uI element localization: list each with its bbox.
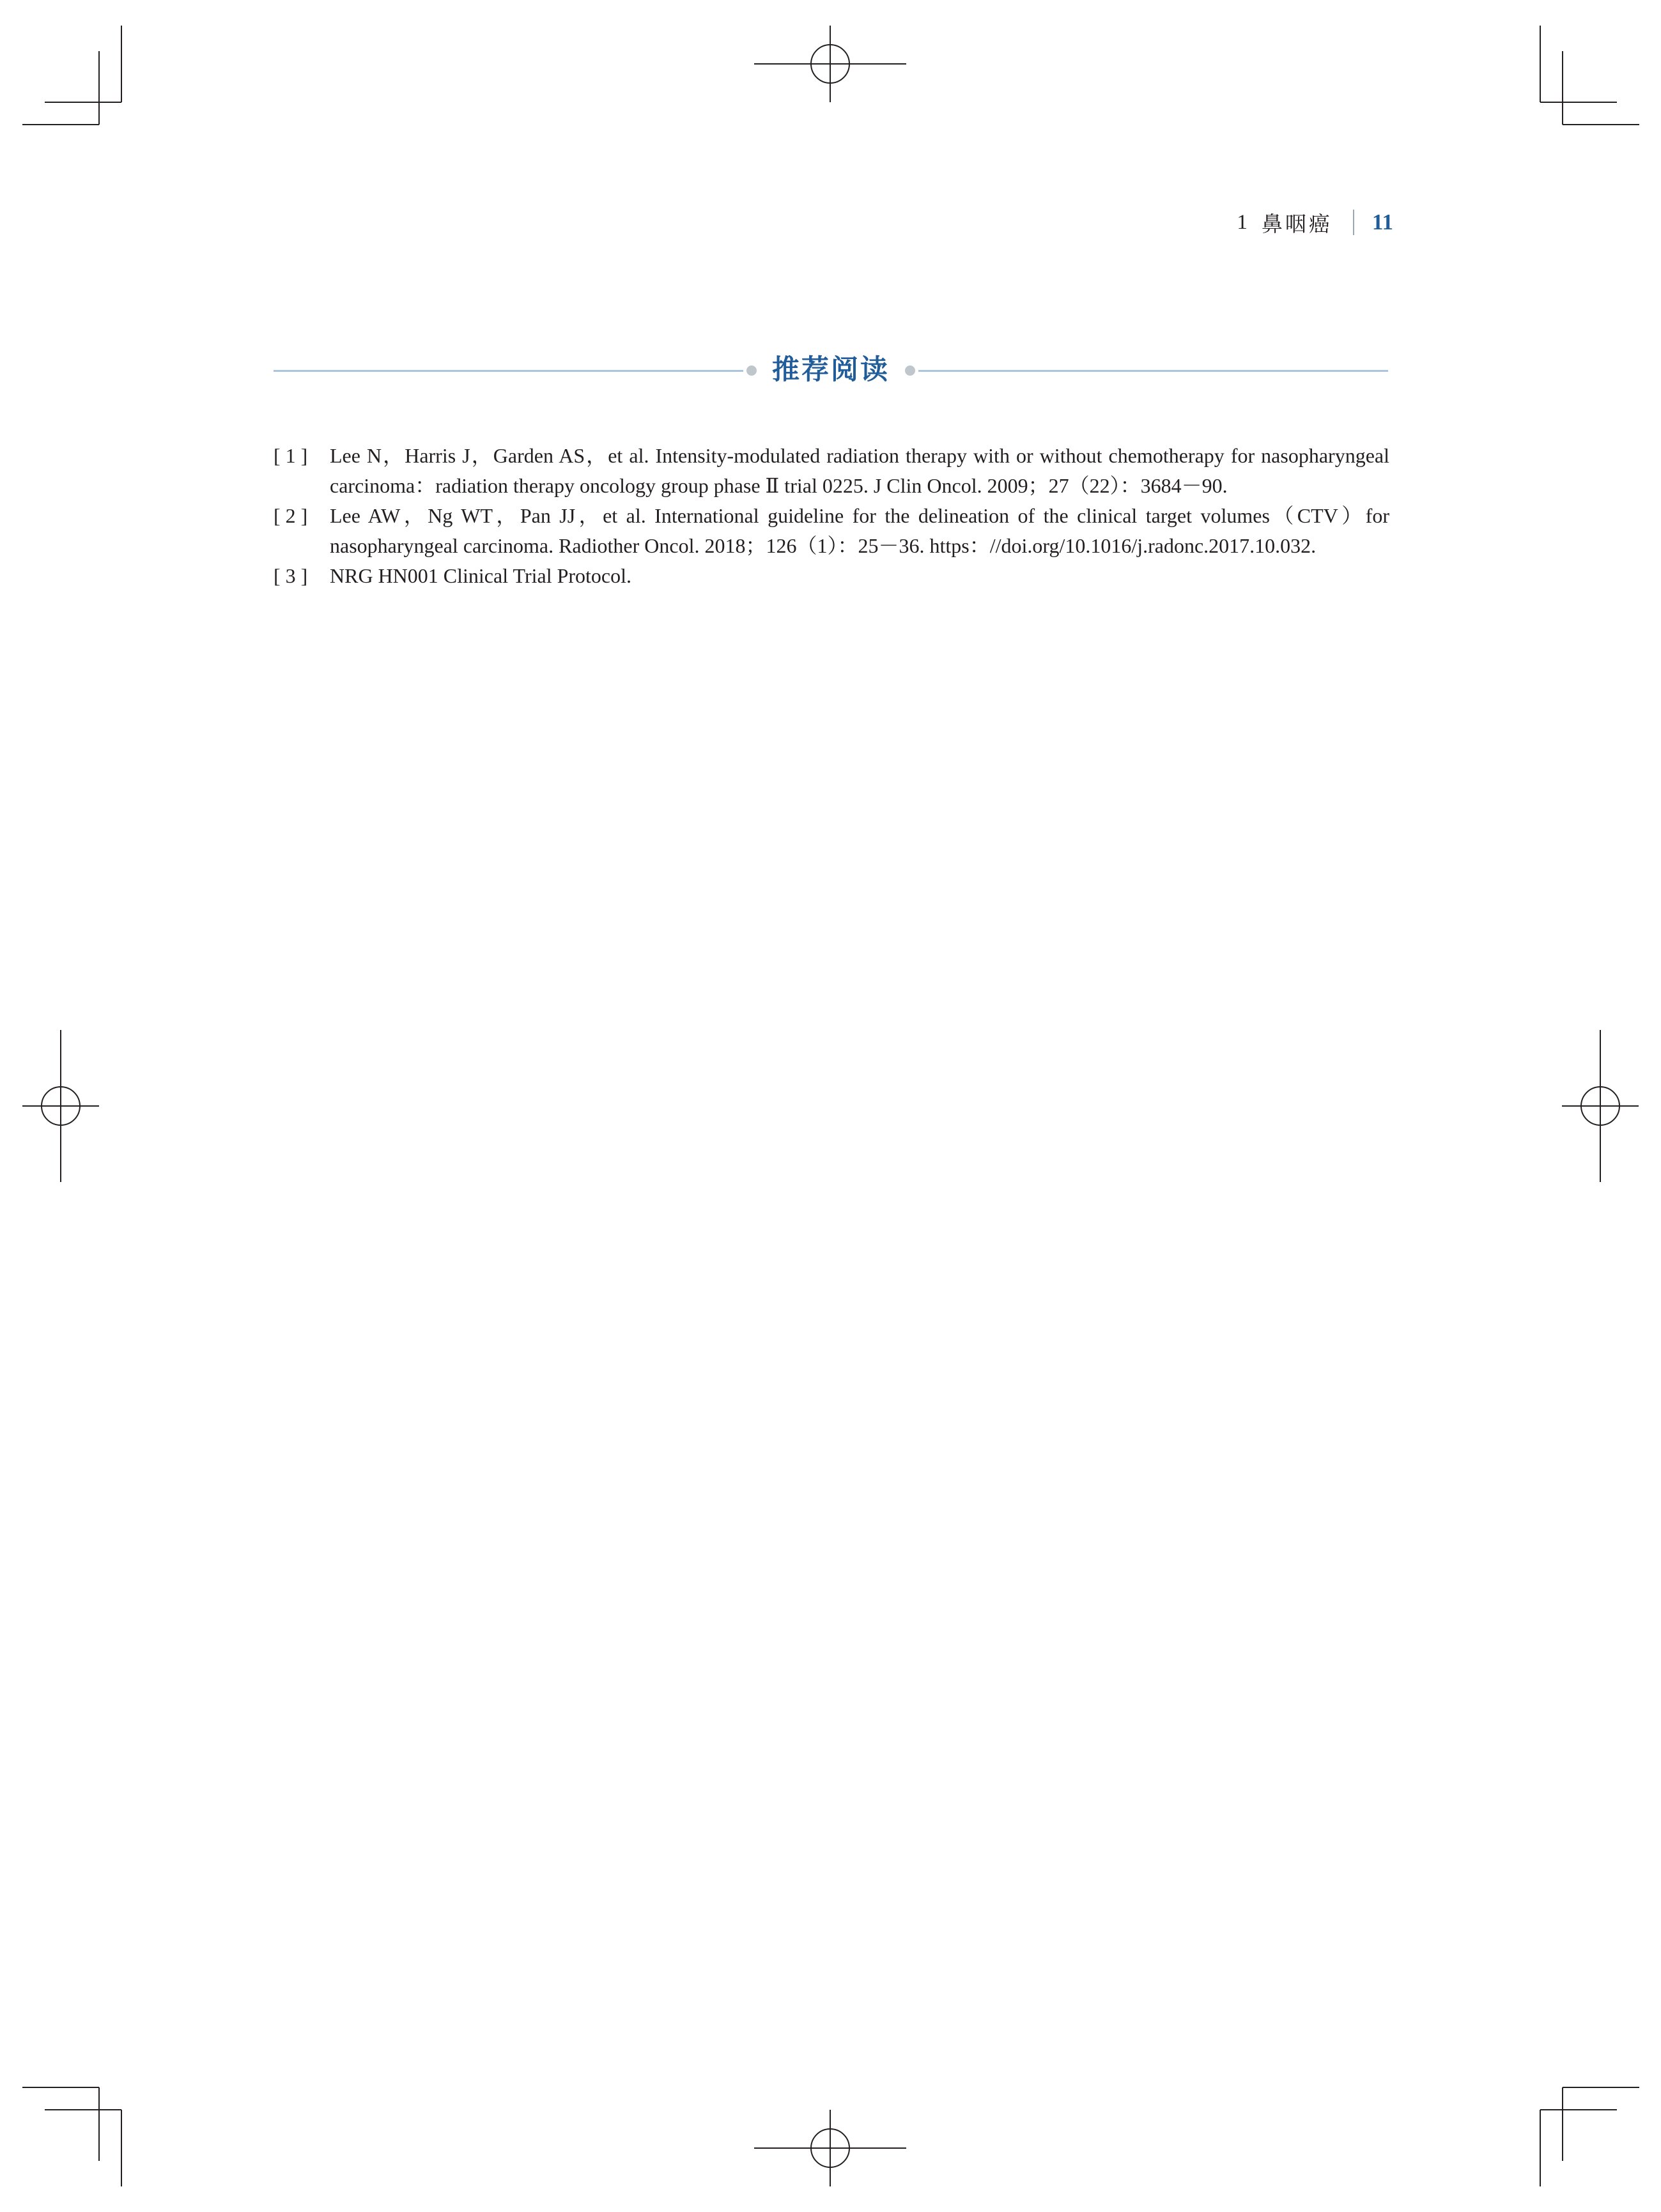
running-head [1189,203,1393,242]
chapter-number: 1 [1237,210,1248,234]
crop-mark-bottom-left [22,2087,121,2186]
reference-item [274,561,1389,591]
section-title: 推荐阅读 [772,355,890,385]
crop-mark-top-right [1540,26,1639,125]
reference-item [274,501,1389,561]
heading-rule-right [918,370,1388,372]
reference-list [274,441,1389,591]
reference-text: Lee N，Harris J，Garden AS，et al. Intensity-modulated radiation therapy with or without chemotherapy for nasopharyngeal carcinoma：radiation therapy oncology group phase Ⅱ trial 0225. J Clin Oncol. 2009；27（22）：3684－90. [330,444,1389,497]
reference-number: [ 2 ] [274,504,308,527]
heading-dot-right [905,365,915,376]
heading-rule-left [274,370,743,372]
registration-mark-left [22,1030,99,1182]
crop-mark-top-left [22,26,121,125]
reference-item [274,441,1389,501]
registration-mark-bottom [754,2110,906,2186]
heading-dot-left [746,365,757,376]
reference-number: [ 1 ] [274,444,308,467]
page-number: 11 [1371,210,1393,234]
running-head-divider [1353,210,1354,235]
reference-text: Lee AW，Ng WT，Pan JJ，et al. International guideline for the delineation of the clinical target volumes（CTV）for nasopharyngeal carcinoma. Radiother Oncol. 2018；126（1）：25－36. https：//doi.org/10.1016/j.radonc.2017.10.032. [330,504,1389,557]
section-heading [274,348,1388,393]
crop-mark-bottom-right [1540,2087,1639,2186]
registration-mark-top [754,26,906,102]
chapter-title: 鼻咽癌 [1261,213,1333,236]
reference-number: [ 3 ] [274,564,308,587]
registration-mark-right [1562,1030,1639,1182]
reference-text: NRG HN001 Clinical Trial Protocol. [330,564,632,587]
